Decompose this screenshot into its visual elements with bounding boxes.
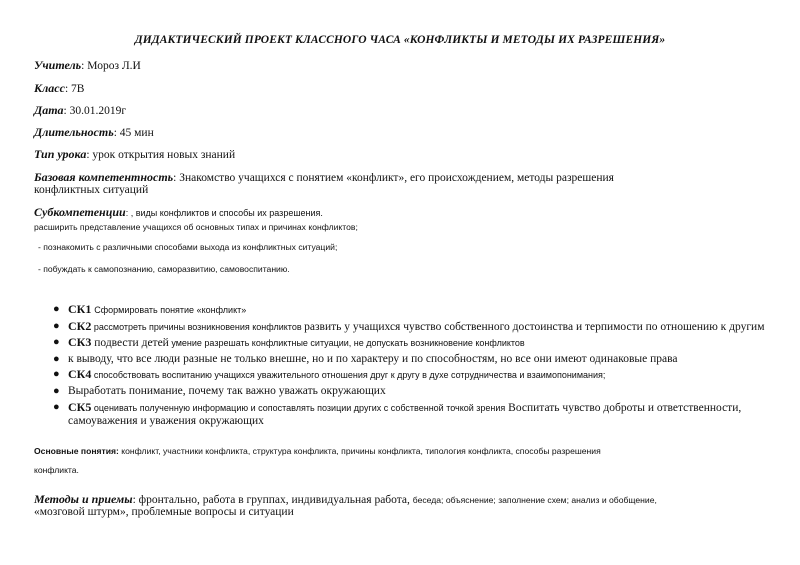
teacher-value: Мороз Л.И <box>84 60 141 72</box>
methods-row-2: «мозговой штурм», проблемные вопросы и ситуации <box>34 506 294 518</box>
page-title: ДИДАКТИЧЕСКИЙ ПРОЕКТ КЛАССНОГО ЧАСА «КОНФЛИКТЫ И МЕТОДЫ ИХ РАЗРЕШЕНИЯ» <box>134 34 666 46</box>
sk-small-text: Сформировать понятие «конфликт» <box>94 305 247 315</box>
methods-small: беседа; объяснение; заполнение схем; анализ и обобщение, <box>412 495 657 505</box>
class-colon: : <box>64 83 69 95</box>
date-value: 30.01.2019г <box>66 105 127 117</box>
teacher-label: Учитель <box>34 58 82 72</box>
bullet-icon: ● <box>53 352 60 365</box>
subcompetencies-line-1: расширить представление учащихся об основных типах и причинах конфликтов; <box>34 222 358 232</box>
lesson-type-row <box>34 147 235 162</box>
concepts-row-2: конфликта. <box>34 465 79 475</box>
list-item <box>53 399 788 429</box>
list-item <box>53 384 788 399</box>
methods-label: Методы и приемы <box>34 492 133 506</box>
duration-colon: : <box>113 127 117 139</box>
base-competence-label: Базовая компетентность <box>34 170 174 184</box>
bullet-icon: ● <box>53 319 60 332</box>
subcompetencies-row <box>34 205 323 220</box>
teacher-colon: : <box>81 60 85 72</box>
class-label: Класс <box>34 81 65 95</box>
bullet-icon: ● <box>53 368 60 381</box>
sk-small-text: способствовать воспитанию учащихся уважительного отношения друг к другу в духе сотрудничества и взаимопонимания; <box>91 370 606 381</box>
sk-text: Воспитать чувство доброты и ответственности, самоуважения и уважения окружающих <box>68 401 742 428</box>
sk-small-text: умение разрешать конфликтные ситуации, не допускать возникновение конфликтов <box>168 338 525 349</box>
concepts-row <box>34 444 601 458</box>
base-competence-row-2 <box>34 183 148 197</box>
base-competence-colon: : <box>173 172 177 184</box>
sk-small-text: оценивать полученную информацию и сопоставлять позиции других с собственной точкой зрения <box>91 402 506 413</box>
list-item <box>53 367 788 383</box>
subcompetencies-line-2: - познакомить с различными способами выхода из конфликтных ситуаций; <box>38 242 338 252</box>
teacher-row <box>34 58 141 73</box>
sk-text: развить у учащихся чувство собственного достоинства и терпимости по отношению к другим <box>304 320 765 333</box>
bullet-icon: ● <box>53 336 60 349</box>
sk-code: СК1 <box>68 302 92 316</box>
class-value: 7В <box>68 83 85 95</box>
subcompetency-list <box>34 303 788 431</box>
base-competence-value: Знакомство учащихся с понятием «конфликт», его происхождением, методы разрешения <box>176 172 614 184</box>
sk-text: Выработать понимание, почему так важно уважать окружающих <box>68 384 386 397</box>
sk-text: к выводу, что все люди разные не только внешне, но и по характеру и по способностям, но все они имеют одинаковые права <box>68 352 678 365</box>
class-row <box>34 81 84 96</box>
sk-code: СК2 <box>68 318 92 333</box>
date-colon: : <box>63 105 67 117</box>
concepts-value: конфликт, участники конфликта, структура конфликта, причины конфликта, типология конфликта, способы разрешения <box>118 446 601 456</box>
concepts-label: Основные понятия: <box>34 446 119 456</box>
bullet-icon: ● <box>53 303 60 315</box>
sk-text: подвести детей <box>91 337 169 350</box>
duration-value: 45 мин <box>116 127 154 139</box>
lesson-type-value: : урок открытия новых знаний <box>86 149 236 161</box>
bullet-icon: ● <box>53 384 60 397</box>
list-item <box>53 352 788 367</box>
duration-row <box>34 125 154 140</box>
base-competence-value-2: конфликтных ситуаций <box>34 184 149 196</box>
duration-label: Длительность <box>34 125 114 139</box>
subcompetencies-line-3: - побуждать к самопознанию, саморазвитию, самовоспитанию. <box>38 264 290 274</box>
date-row <box>34 103 126 118</box>
date-label: Дата <box>34 103 64 117</box>
lesson-type-label: Тип урока <box>34 147 87 161</box>
list-item <box>53 318 788 335</box>
sk-code: СК5 <box>68 399 92 414</box>
subcompetencies-after-label: : , виды конфликтов и способы их разрешения. <box>125 208 323 218</box>
list-item <box>53 335 788 351</box>
sk-small-text: рассмотреть причины возникновения конфликтов <box>91 321 305 332</box>
list-item <box>53 302 788 318</box>
sk-code: СК4 <box>68 367 92 382</box>
sk-code: СК3 <box>68 335 92 350</box>
subcompetencies-label: Субкомпетенции <box>34 205 126 219</box>
bullet-icon: ● <box>53 400 60 413</box>
methods-value: : фронтально, работа в группах, индивидуальная работа, <box>132 494 413 506</box>
